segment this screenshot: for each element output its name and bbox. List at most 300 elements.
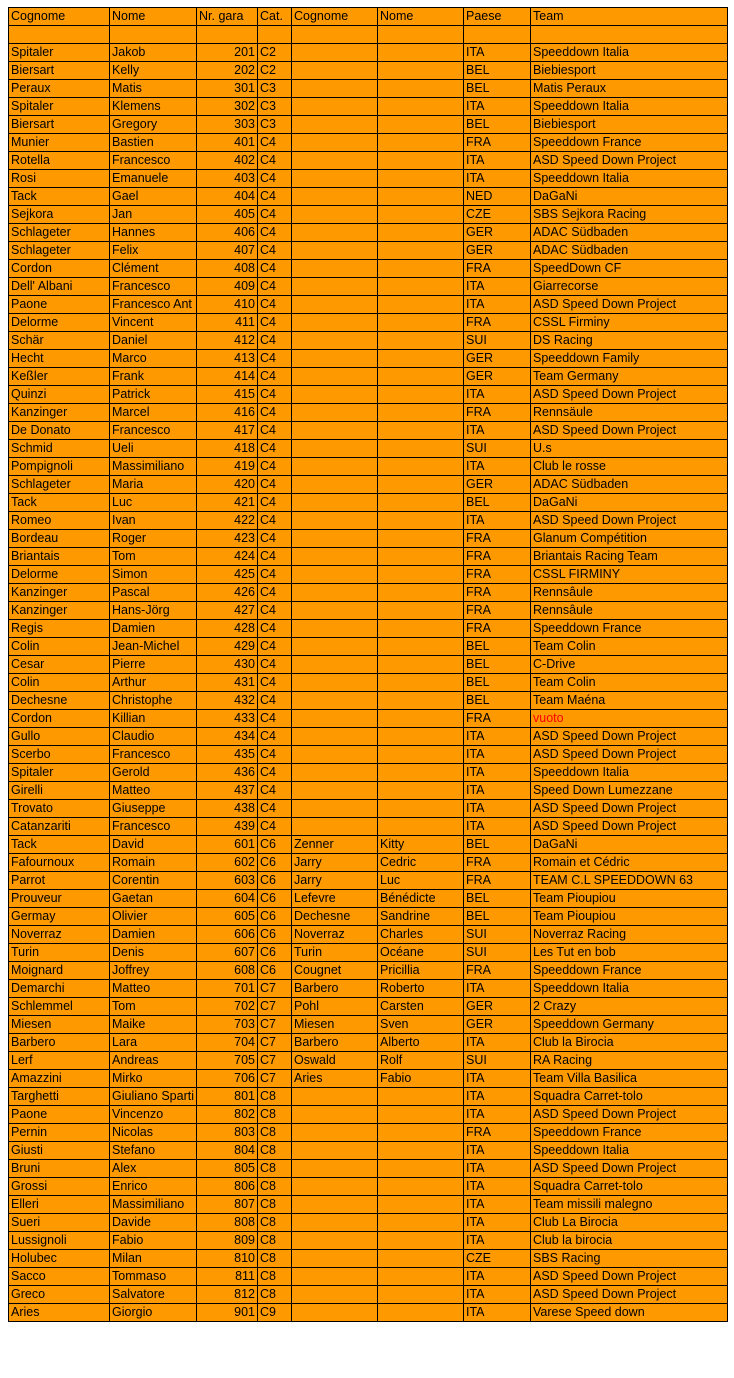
cell-team: Speeddown Germany [531,1015,728,1033]
cell-nome: Alex [110,1159,197,1177]
cell-nr-gara: 607 [197,943,258,961]
cell-nome-2 [378,349,464,367]
cell-paese: FRA [464,583,531,601]
cell-paese: ITA [464,1195,531,1213]
table-row [9,637,728,655]
cell-nome: Emanuele [110,169,197,187]
cell-paese: ITA [464,1267,531,1285]
cell-cognome-2: Miesen [292,1015,378,1033]
cell-nome: Tom [110,547,197,565]
cell-cognome-2 [292,43,378,61]
cell-paese: BEL [464,61,531,79]
cell-cognome-2: Jarry [292,853,378,871]
cell-nr-gara: 435 [197,745,258,763]
cell-cognome-2 [292,151,378,169]
cell-cognome-2 [292,133,378,151]
cell-cognome-2 [292,277,378,295]
cell-paese: FRA [464,709,531,727]
cell-cat: C4 [258,259,292,277]
cell-cognome-2 [292,763,378,781]
cell-cognome: Cordon [9,259,110,277]
empty-cell [378,26,464,44]
cell-team: Team Colin [531,673,728,691]
cell-nome: Joffrey [110,961,197,979]
cell-cat: C4 [258,511,292,529]
cell-nr-gara: 408 [197,259,258,277]
cell-nome: Vincenzo [110,1105,197,1123]
cell-nr-gara: 901 [197,1303,258,1321]
table-row [9,187,728,205]
cell-nr-gara: 401 [197,133,258,151]
cell-cat: C6 [258,907,292,925]
cell-nome: Francesco [110,817,197,835]
cell-nome-2 [378,457,464,475]
cell-nr-gara: 406 [197,223,258,241]
cell-cat: C7 [258,979,292,997]
cell-nome: Francesco [110,421,197,439]
cell-team: ASD Speed Down Project [531,295,728,313]
cell-cognome-2 [292,619,378,637]
table-row [9,457,728,475]
cell-cognome-2 [292,583,378,601]
cell-cognome-2 [292,61,378,79]
cell-paese: CZE [464,1249,531,1267]
cell-cognome: Paone [9,295,110,313]
cell-cognome: Rotella [9,151,110,169]
cell-nr-gara: 423 [197,529,258,547]
cell-cognome-2 [292,1213,378,1231]
cell-cognome: Spitaler [9,43,110,61]
table-row [9,1141,728,1159]
cell-cognome: Cordon [9,709,110,727]
table-row [9,259,728,277]
cell-team: Speed Down Lumezzane [531,781,728,799]
table-row [9,943,728,961]
cell-nr-gara: 201 [197,43,258,61]
cell-nome-2 [378,763,464,781]
table-row [9,853,728,871]
cell-paese: BEL [464,889,531,907]
cell-nome: Giuseppe [110,799,197,817]
cell-team: DaGaNi [531,187,728,205]
table-row [9,1267,728,1285]
cell-cognome: Paone [9,1105,110,1123]
table-row [9,1177,728,1195]
cell-cognome-2 [292,691,378,709]
cell-nome-2 [378,1213,464,1231]
cell-cognome-2 [292,115,378,133]
cell-nome-2 [378,133,464,151]
cell-nome-2 [378,1303,464,1321]
cell-cognome: Colin [9,673,110,691]
header-team: Team [531,8,728,26]
cell-cognome-2 [292,241,378,259]
cell-nome-2 [378,619,464,637]
cell-paese: SUI [464,1051,531,1069]
cell-paese: FRA [464,529,531,547]
cell-nr-gara: 810 [197,1249,258,1267]
cell-cognome-2 [292,781,378,799]
table-row [9,655,728,673]
table-row [9,619,728,637]
cell-team: Giarrecorse [531,277,728,295]
cell-nome: Nicolas [110,1123,197,1141]
cell-nr-gara: 415 [197,385,258,403]
cell-nome-2 [378,1141,464,1159]
cell-nome-2 [378,493,464,511]
cell-cognome-2: Turin [292,943,378,961]
cell-nr-gara: 427 [197,601,258,619]
cell-team: ASD Speed Down Project [531,799,728,817]
cell-nome-2 [378,475,464,493]
cell-nr-gara: 605 [197,907,258,925]
cell-nome: Luc [110,493,197,511]
cell-cat: C4 [258,403,292,421]
cell-nome: Romain [110,853,197,871]
cell-paese: SUI [464,925,531,943]
cell-nr-gara: 602 [197,853,258,871]
table-row [9,961,728,979]
cell-nr-gara: 704 [197,1033,258,1051]
cell-team: CSSL Firminy [531,313,728,331]
cell-cognome: Girelli [9,781,110,799]
cell-nome: Jan [110,205,197,223]
empty-cell [110,26,197,44]
table-row [9,43,728,61]
cell-cat: C4 [258,745,292,763]
cell-cat: C4 [258,349,292,367]
cell-cognome-2 [292,1141,378,1159]
cell-nome: Clément [110,259,197,277]
cell-cognome: Targhetti [9,1087,110,1105]
cell-nome: Simon [110,565,197,583]
cell-team: Team Pioupiou [531,907,728,925]
cell-cognome: Regis [9,619,110,637]
cell-nome-2 [378,709,464,727]
cell-cognome-2 [292,1195,378,1213]
cell-cat: C8 [258,1141,292,1159]
cell-team: U.s [531,439,728,457]
cell-nr-gara: 404 [197,187,258,205]
cell-nome: Corentin [110,871,197,889]
cell-nome-2 [378,727,464,745]
cell-nr-gara: 424 [197,547,258,565]
cell-team: ASD Speed Down Project [531,421,728,439]
cell-cat: C4 [258,799,292,817]
table-row [9,385,728,403]
cell-team: SBS Racing [531,1249,728,1267]
header-cognome: Cognome [9,8,110,26]
cell-cat: C8 [258,1177,292,1195]
cell-nr-gara: 801 [197,1087,258,1105]
cell-team: Rennsäule [531,403,728,421]
cell-team: ASD Speed Down Project [531,385,728,403]
cell-cognome: Tack [9,835,110,853]
cell-cognome-2 [292,1177,378,1195]
cell-team: Club La Birocia [531,1213,728,1231]
cell-nome: Pierre [110,655,197,673]
cell-nome-2 [378,1105,464,1123]
cell-team: Les Tut en bob [531,943,728,961]
cell-team: ASD Speed Down Project [531,511,728,529]
cell-team: Varese Speed down [531,1303,728,1321]
cell-team: Speeddown Italia [531,43,728,61]
cell-nr-gara: 706 [197,1069,258,1087]
cell-team: Speeddown Italia [531,979,728,997]
cell-nr-gara: 809 [197,1231,258,1249]
cell-nr-gara: 422 [197,511,258,529]
cell-paese: BEL [464,493,531,511]
cell-cat: C7 [258,997,292,1015]
cell-cognome-2 [292,421,378,439]
cell-cognome: Romeo [9,511,110,529]
cell-cat: C8 [258,1195,292,1213]
cell-paese: FRA [464,1123,531,1141]
cell-nome-2: Charles [378,925,464,943]
cell-paese: ITA [464,745,531,763]
cell-cat: C4 [258,817,292,835]
table-row [9,979,728,997]
cell-nome: Matteo [110,979,197,997]
cell-paese: GER [464,367,531,385]
cell-nome: Gaetan [110,889,197,907]
cell-cat: C6 [258,943,292,961]
table-row [9,439,728,457]
cell-nr-gara: 403 [197,169,258,187]
cell-paese: GER [464,241,531,259]
cell-cognome: Keßler [9,367,110,385]
cell-cognome: Lussignoli [9,1231,110,1249]
cell-nr-gara: 428 [197,619,258,637]
cell-cognome-2 [292,259,378,277]
cell-nr-gara: 603 [197,871,258,889]
cell-paese: BEL [464,79,531,97]
cell-cat: C4 [258,133,292,151]
cell-cognome-2 [292,493,378,511]
cell-team: ADAC Südbaden [531,475,728,493]
cell-cognome: Greco [9,1285,110,1303]
table-row [9,1123,728,1141]
cell-paese: FRA [464,853,531,871]
table-row [9,349,728,367]
cell-cognome-2 [292,1159,378,1177]
cell-cat: C4 [258,205,292,223]
cell-nome-2 [378,511,464,529]
cell-nome-2: Carsten [378,997,464,1015]
cell-paese: ITA [464,385,531,403]
cell-team: Club la Birocia [531,1033,728,1051]
table-row [9,295,728,313]
cell-cognome: Sacco [9,1267,110,1285]
cell-nome-2 [378,1123,464,1141]
header-nome: Nome [110,8,197,26]
cell-cognome-2 [292,385,378,403]
table-row [9,61,728,79]
cell-nome: Francesco [110,277,197,295]
cell-cognome-2: Barbero [292,1033,378,1051]
cell-nome-2 [378,601,464,619]
cell-nr-gara: 402 [197,151,258,169]
cell-paese: GER [464,349,531,367]
table-row [9,781,728,799]
cell-paese: ITA [464,1303,531,1321]
cell-paese: ITA [464,169,531,187]
cell-paese: GER [464,475,531,493]
cell-cognome-2: Pohl [292,997,378,1015]
table-row [9,727,728,745]
cell-team: ASD Speed Down Project [531,1105,728,1123]
cell-cognome: Grossi [9,1177,110,1195]
cell-nome-2 [378,745,464,763]
cell-team: Romain et Cédric [531,853,728,871]
cell-nome: Klemens [110,97,197,115]
cell-paese: BEL [464,115,531,133]
cell-team: Biebiesport [531,115,728,133]
cell-paese: ITA [464,457,531,475]
table-row [9,529,728,547]
cell-nome: Mirko [110,1069,197,1087]
cell-nome: Damien [110,619,197,637]
cell-cognome-2 [292,727,378,745]
cell-nome: Francesco [110,745,197,763]
cell-cat: C7 [258,1069,292,1087]
table-row [9,925,728,943]
cell-nome: Lara [110,1033,197,1051]
table-row [9,475,728,493]
header-cognome-2: Cognome [292,8,378,26]
cell-nr-gara: 412 [197,331,258,349]
cell-cognome: Cesar [9,655,110,673]
cell-nome-2 [378,43,464,61]
cell-nome: Fabio [110,1231,197,1249]
cell-cat: C4 [258,709,292,727]
cell-cognome: Biersart [9,61,110,79]
cell-nome: Francesco Ant [110,295,197,313]
cell-nome: Tommaso [110,1267,197,1285]
cell-cognome-2 [292,97,378,115]
cell-cognome-2 [292,349,378,367]
cell-cognome: Moignard [9,961,110,979]
cell-cognome-2 [292,223,378,241]
entry-list-table [8,7,728,1322]
cell-nr-gara: 430 [197,655,258,673]
cell-nome: Claudio [110,727,197,745]
cell-cognome: Germay [9,907,110,925]
table-row [9,871,728,889]
cell-cognome: Hecht [9,349,110,367]
cell-cognome: Spitaler [9,97,110,115]
table-row [9,997,728,1015]
cell-team: Speeddown Italia [531,763,728,781]
cell-nome-2 [378,187,464,205]
table-row [9,277,728,295]
cell-cognome: Holubec [9,1249,110,1267]
cell-paese: GER [464,1015,531,1033]
cell-cognome: Delorme [9,565,110,583]
cell-paese: ITA [464,151,531,169]
cell-nome: Matis [110,79,197,97]
cell-nr-gara: 413 [197,349,258,367]
cell-nome-2 [378,61,464,79]
cell-nr-gara: 418 [197,439,258,457]
cell-nome: Giuliano Sparti [110,1087,197,1105]
cell-nr-gara: 426 [197,583,258,601]
cell-nome: Marco [110,349,197,367]
cell-paese: ITA [464,1285,531,1303]
cell-cat: C8 [258,1249,292,1267]
cell-cat: C8 [258,1123,292,1141]
cell-team: Matis Peraux [531,79,728,97]
cell-nome: Andreas [110,1051,197,1069]
table-row [9,403,728,421]
cell-nome-2 [378,97,464,115]
cell-team: ASD Speed Down Project [531,727,728,745]
cell-nome: Damien [110,925,197,943]
cell-nome: Milan [110,1249,197,1267]
cell-cognome: Demarchi [9,979,110,997]
cell-nome: Roger [110,529,197,547]
cell-team: Squadra Carret-tolo [531,1087,728,1105]
cell-nr-gara: 431 [197,673,258,691]
cell-paese: ITA [464,295,531,313]
cell-cognome: Catanzariti [9,817,110,835]
cell-nr-gara: 433 [197,709,258,727]
cell-nome: Felix [110,241,197,259]
table-row [9,1015,728,1033]
table-row [9,223,728,241]
cell-cat: C7 [258,1015,292,1033]
cell-team: Noverraz Racing [531,925,728,943]
cell-nr-gara: 812 [197,1285,258,1303]
header-row [9,8,728,26]
cell-cat: C4 [258,565,292,583]
cell-team: Speeddown France [531,133,728,151]
cell-cognome-2: Jarry [292,871,378,889]
cell-cognome: Prouveur [9,889,110,907]
table-row [9,547,728,565]
cell-cognome-2: Cougnet [292,961,378,979]
cell-cognome: Miesen [9,1015,110,1033]
cell-team: ASD Speed Down Project [531,1267,728,1285]
cell-cognome-2 [292,475,378,493]
cell-cognome: Colin [9,637,110,655]
cell-paese: SUI [464,331,531,349]
cell-cognome-2: Oswald [292,1051,378,1069]
cell-cognome: Tack [9,187,110,205]
cell-nome-2 [378,673,464,691]
cell-paese: ITA [464,1159,531,1177]
cell-cat: C6 [258,925,292,943]
cell-nome-2: Pricillia [378,961,464,979]
cell-paese: FRA [464,313,531,331]
cell-cognome: Bruni [9,1159,110,1177]
cell-nome-2 [378,637,464,655]
cell-nome-2: Rolf [378,1051,464,1069]
cell-team: Speeddown France [531,619,728,637]
cell-nome-2 [378,799,464,817]
cell-nr-gara: 407 [197,241,258,259]
cell-cat: C6 [258,835,292,853]
cell-nome-2: Sandrine [378,907,464,925]
cell-cat: C4 [258,295,292,313]
cell-cat: C4 [258,187,292,205]
cell-nr-gara: 420 [197,475,258,493]
cell-cognome: Scerbo [9,745,110,763]
cell-cat: C4 [258,439,292,457]
empty-cell [464,26,531,44]
cell-cognome-2 [292,637,378,655]
table-row [9,1069,728,1087]
